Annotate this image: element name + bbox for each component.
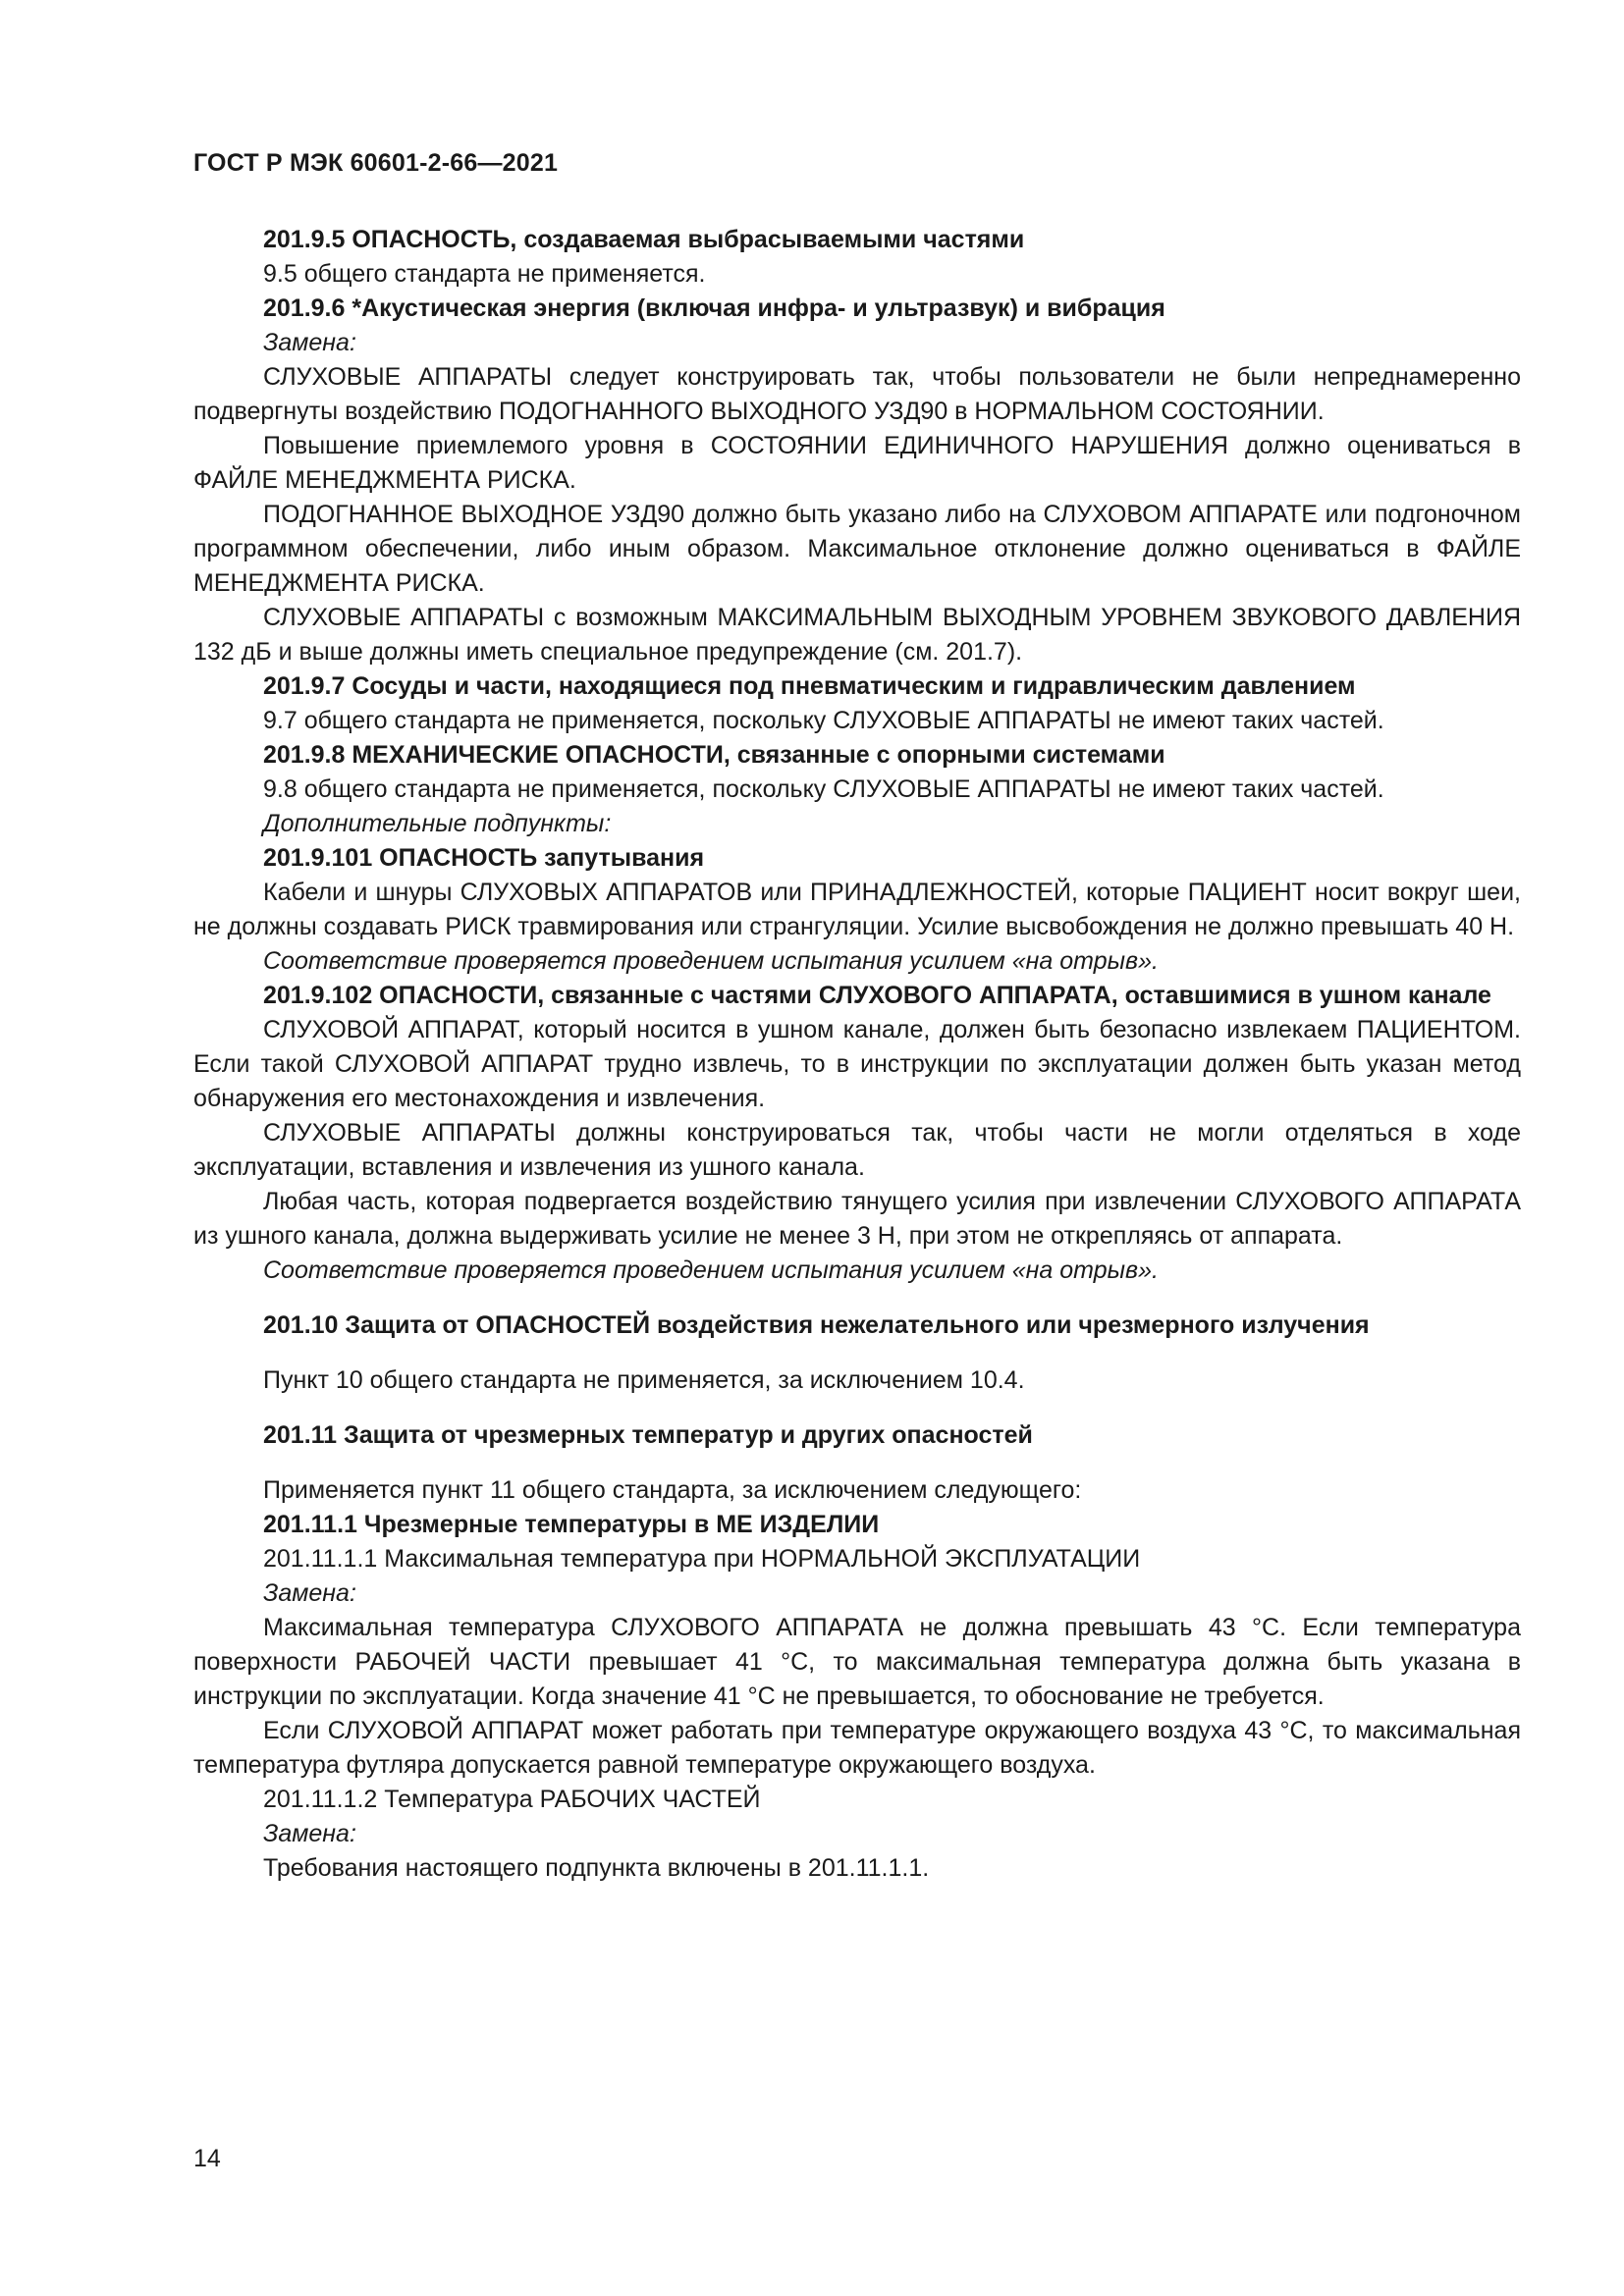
body-paragraph: Повышение приемлемого уровня в СОСТОЯНИИ ЕДИНИЧНОГО НАРУШЕНИЯ должно оцениваться в ФАЙЛЕ МЕНЕДЖМЕНТА РИСКА. <box>193 432 1521 494</box>
clause-heading: 201.11 Защита от чрезмерных температур и других опасностей <box>263 1421 1033 1449</box>
document-body <box>193 223 1521 1886</box>
section-heading: 201.9.6 *Акустическая энергия (включая инфра- и ультразвук) и вибрация <box>263 294 1165 322</box>
compliance-note: Соответствие проверяется проведением испытания усилием «на отрыв». <box>263 1256 1159 1284</box>
subclause-heading: 201.11.1.2 Температура РАБОЧИХ ЧАСТЕЙ <box>263 1786 761 1813</box>
page-number: 14 <box>193 2145 221 2172</box>
body-paragraph: Если СЛУХОВОЙ АППАРАТ может работать при температуре окружающего воздуха 43 °С, то максимальная температура футляра допускается равной температуре окружающего воздуха. <box>193 1717 1521 1779</box>
additional-subclauses-label: Дополнительные подпункты: <box>263 810 612 837</box>
section-heading: 201.9.8 МЕХАНИЧЕСКИЕ ОПАСНОСТИ, связанные с опорными системами <box>263 741 1165 769</box>
section-heading: 201.11.1 Чрезмерные температуры в МЕ ИЗДЕЛИИ <box>263 1511 880 1538</box>
section-heading: 201.9.7 Сосуды и части, находящиеся под пневматическим и гидравлическим давлением <box>263 672 1356 700</box>
replacement-label: Замена: <box>263 329 356 356</box>
standard-header: ГОСТ Р МЭК 60601-2-66—2021 <box>193 149 559 177</box>
replacement-label: Замена: <box>263 1579 356 1607</box>
subclause-heading: 201.11.1.1 Максимальная температура при НОРМАЛЬНОЙ ЭКСПЛУАТАЦИИ <box>263 1545 1141 1573</box>
body-paragraph: Требования настоящего подпункта включены в 201.11.1.1. <box>263 1854 930 1882</box>
body-paragraph: СЛУХОВОЙ АППАРАТ, который носится в ушном канале, должен быть безопасно извлекаем ПАЦИЕНТОМ. Если такой СЛУХОВОЙ АППАРАТ трудно извлечь, то в инструкции по эксплуатации должен быть указан метод обнаружения его местонахождения и извлечения. <box>193 1016 1521 1112</box>
body-paragraph: Кабели и шнуры СЛУХОВЫХ АППАРАТОВ или ПРИНАДЛЕЖНОСТЕЙ, которые ПАЦИЕНТ носит вокруг шеи, не должны создавать РИСК травмирования или странгуляции. Усилие высвобождения не должно превышать 40 Н. <box>193 879 1521 940</box>
clause-heading: 201.10 Защита от ОПАСНОСТЕЙ воздействия нежелательного или чрезмерного излучения <box>263 1311 1370 1339</box>
body-paragraph: СЛУХОВЫЕ АППАРАТЫ с возможным МАКСИМАЛЬНЫМ ВЫХОДНЫМ УРОВНЕМ ЗВУКОВОГО ДАВЛЕНИЯ 132 дБ и выше должны иметь специальное предупреждение (см. 201.7). <box>193 604 1521 666</box>
body-paragraph: Пункт 10 общего стандарта не применяется, за исключением 10.4. <box>263 1366 1025 1394</box>
compliance-note: Соответствие проверяется проведением испытания усилием «на отрыв». <box>263 947 1159 975</box>
replacement-label: Замена: <box>263 1820 356 1847</box>
body-paragraph: Применяется пункт 11 общего стандарта, за исключением следующего: <box>263 1476 1082 1504</box>
body-paragraph: СЛУХОВЫЕ АППАРАТЫ должны конструироваться так, чтобы части не могли отделяться в ходе эксплуатации, вставления и извлечения из ушного канала. <box>193 1119 1521 1181</box>
body-paragraph: ПОДОГНАННОЕ ВЫХОДНОЕ УЗД90 должно быть указано либо на СЛУХОВОМ АППАРАТЕ или подгоночном программном обеспечении, либо иным образом. Максимальное отклонение должно оцениваться в ФАЙЛЕ МЕНЕДЖМЕНТА РИСКА. <box>193 501 1521 597</box>
body-paragraph: Любая часть, которая подвергается воздействию тянущего усилия при извлечении СЛУХОВОГО АППАРАТА из ушного канала, должна выдерживать усилие не менее 3 Н, при этом не открепляясь от аппарата. <box>193 1188 1521 1250</box>
section-heading: 201.9.102 ОПАСНОСТИ, связанные с частями СЛУХОВОГО АППАРАТА, оставшимися в ушном канале <box>263 982 1491 1009</box>
body-paragraph: 9.7 общего стандарта не применяется, поскольку СЛУХОВЫЕ АППАРАТЫ не имеют таких частей. <box>263 707 1384 734</box>
body-paragraph: СЛУХОВЫЕ АППАРАТЫ следует конструировать так, чтобы пользователи не были непреднамеренно подвергнуты воздействию ПОДОГНАННОГО ВЫХОДНОГО УЗД90 в НОРМАЛЬНОМ СОСТОЯНИИ. <box>193 363 1521 425</box>
section-heading: 201.9.5 ОПАСНОСТЬ, создаваемая выбрасываемыми частями <box>263 226 1025 253</box>
body-paragraph: Максимальная температура СЛУХОВОГО АППАРАТА не должна превышать 43 °С. Если температура поверхности РАБОЧЕЙ ЧАСТИ превышает 41 °С, то максимальная температура должна быть указана в инструкции по эксплуатации. Когда значение 41 °С не превышается, то обоснование не требуется. <box>193 1614 1521 1710</box>
body-paragraph: 9.8 общего стандарта не применяется, поскольку СЛУХОВЫЕ АППАРАТЫ не имеют таких частей. <box>263 775 1384 803</box>
section-heading: 201.9.101 ОПАСНОСТЬ запутывания <box>263 844 705 872</box>
body-paragraph: 9.5 общего стандарта не применяется. <box>263 260 706 288</box>
